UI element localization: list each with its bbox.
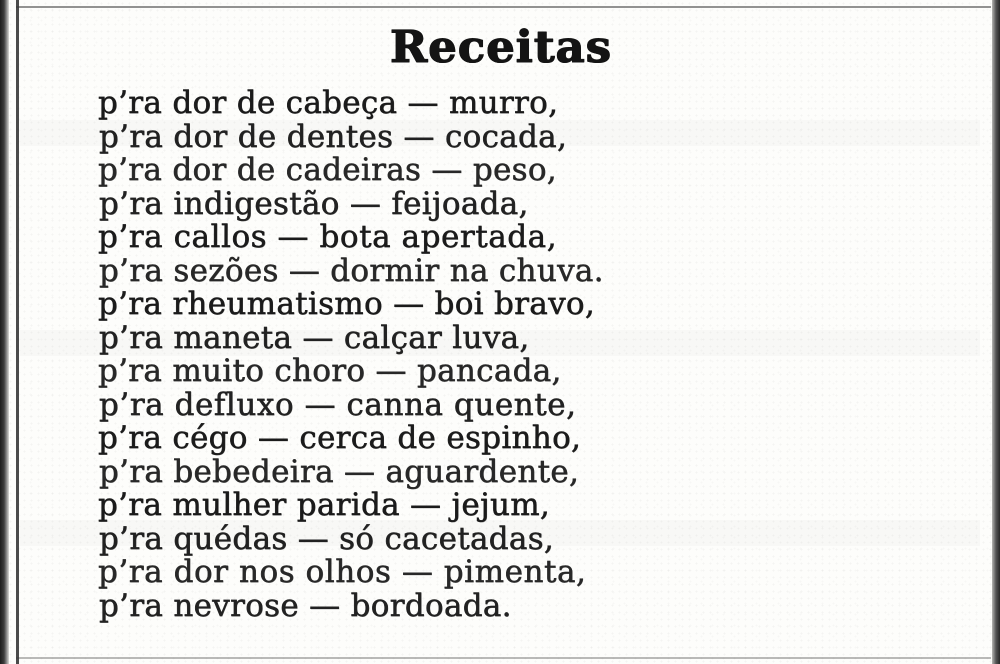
poem-line: p’ra maneta — calçar luva, bbox=[98, 319, 530, 356]
poem-line: p’ra dor nos olhos — pimenta, bbox=[97, 554, 587, 590]
poem-line: p’ra dor de dentes — cocada, bbox=[98, 118, 568, 155]
poem-line: p’ra muito choro — pancada, bbox=[97, 353, 562, 389]
column-rule-left bbox=[16, 0, 19, 664]
poem-line: p’ra sezões — dormir na chuva. bbox=[98, 252, 604, 289]
poem-line: p’ra mulher parida — jejum, bbox=[97, 487, 551, 523]
poem-line: p’ra defluxo — canna quente, bbox=[98, 386, 577, 423]
poem-line: p’ra cégo — cerca de espinho, bbox=[97, 420, 582, 456]
poem-line: p’ra dor de cabeça — murro, bbox=[97, 85, 559, 121]
poem-line-list bbox=[26, 73, 976, 623]
poem-line: p’ra quédas — só cacetadas, bbox=[98, 520, 555, 557]
poem-line: p’ra bebedeira — aguardente, bbox=[98, 453, 580, 490]
poem-line: p’ra callos — bota apertada, bbox=[97, 219, 558, 255]
page-title: Receitas bbox=[389, 22, 613, 73]
page-edge-left bbox=[0, 0, 9, 664]
poem-line: p’ra rheumatismo — boi bravo, bbox=[97, 286, 596, 322]
poem-body bbox=[26, 0, 976, 664]
poem-line: p’ra dor de cadeiras — peso, bbox=[97, 152, 558, 188]
poem-line: p’ra indigestão — feijoada, bbox=[98, 185, 529, 222]
page-edge-right bbox=[992, 0, 1000, 664]
poem-line: p’ra nevrose — bordoada. bbox=[98, 587, 512, 624]
